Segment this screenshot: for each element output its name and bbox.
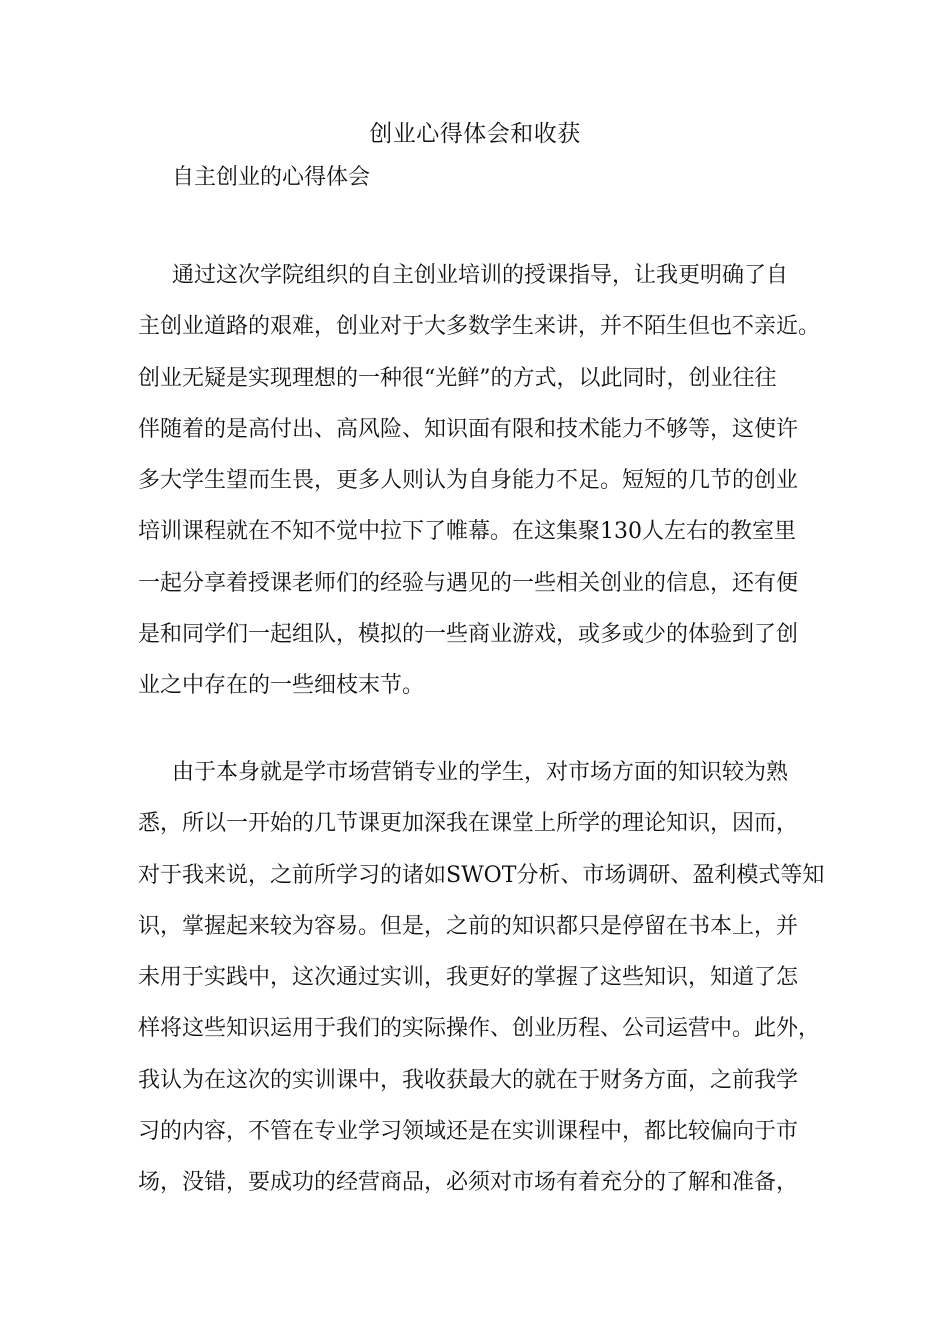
- paragraph-line: 识，掌握起来较为容易。但是，之前的知识都只是停留在书本上，并: [138, 913, 799, 939]
- paragraph-2: [138, 757, 838, 1219]
- paragraph-line: 通过这次学院组织的自主创业培训的授课指导，让我更明确了自: [172, 263, 789, 288]
- paragraph-line: 业之中存在的一些细枝末节。: [138, 673, 425, 699]
- paragraph-line: 场，没错，要成功的经营商品，必须对市场有着充分的了解和准备，: [138, 1170, 799, 1196]
- paragraph-line: 悉，所以一开始的几节课更加深我在课堂上所学的理论知识，因而，: [138, 811, 799, 837]
- document-title: 创业心得体会和收获: [369, 121, 581, 147]
- paragraph-1: [138, 260, 838, 722]
- paragraph-line: 伴随着的是高付出、高风险、知识面有限和技术能力不够等，这使许: [138, 416, 799, 442]
- paragraph-line: 由于本身就是学市场营销专业的学生，对市场方面的知识较为熟: [172, 760, 789, 785]
- paragraph-line: 创业无疑是实现理想的一种很“光鲜”的方式，以此同时，创业往往: [138, 365, 777, 391]
- document-subtitle: 自主创业的心得体会: [172, 165, 371, 190]
- paragraph-line: 习的内容，不管在专业学习领域还是在实训课程中，都比较偏向于市: [138, 1119, 799, 1145]
- paragraph-line: 一起分享着授课老师们的经验与遇见的一些相关创业的信息，还有便: [138, 570, 799, 596]
- paragraph-line: 主创业道路的艰难，创业对于大多数学生来讲，并不陌生但也不亲近。: [138, 314, 821, 340]
- paragraph-line: 未用于实践中，这次通过实训，我更好的掌握了这些知识，知道了怎: [138, 965, 799, 991]
- paragraph-line: 对于我来说，之前所学习的诸如SWOT分析、市场调研、盈利模式等知: [138, 862, 825, 888]
- paragraph-line: 是和同学们一起组队，模拟的一些商业游戏，或多或少的体验到了创: [138, 622, 799, 648]
- paragraph-line: 我认为在这次的实训课中，我收获最大的就在于财务方面，之前我学: [138, 1067, 799, 1093]
- paragraph-line: 多大学生望而生畏，更多人则认为自身能力不足。短短的几节的创业: [138, 468, 799, 494]
- paragraph-line: 样将这些知识运用于我们的实际操作、创业历程、公司运营中。此外，: [138, 1016, 821, 1042]
- paragraph-line: 培训课程就在不知不觉中拉下了帷幕。在这集聚130人左右的教室里: [138, 519, 796, 545]
